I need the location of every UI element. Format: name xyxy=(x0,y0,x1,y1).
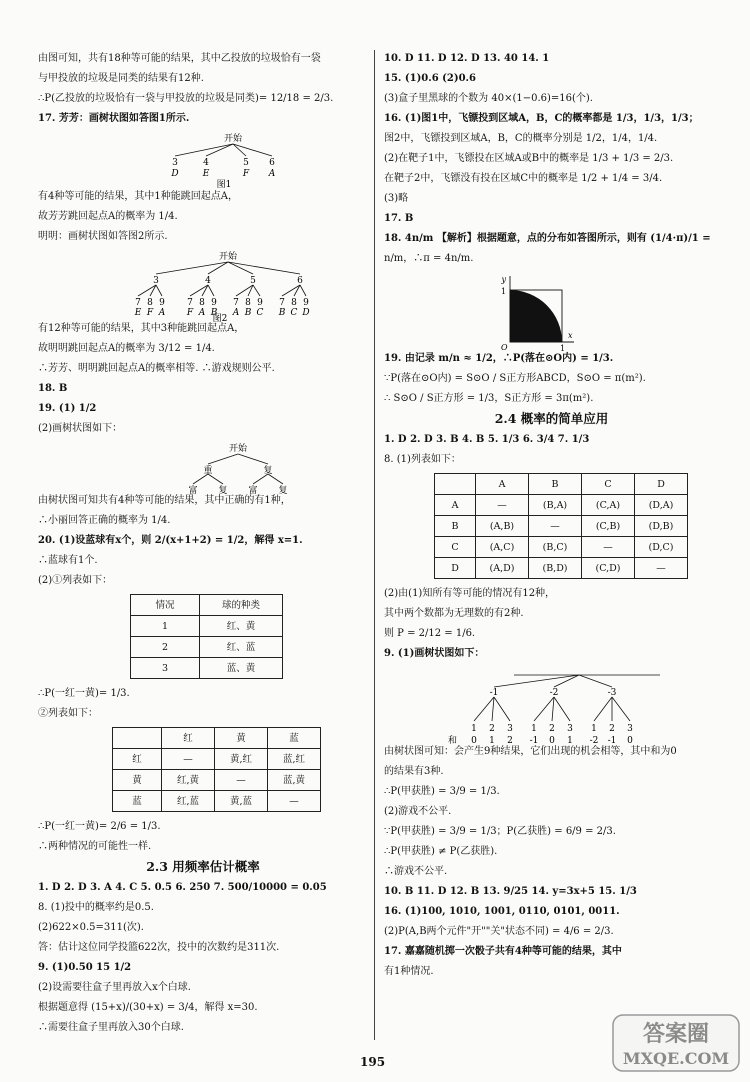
tree-leaf: 1 xyxy=(591,724,597,734)
answer-line: 16. (1)图1中，飞镖投到区域A，B，C的概率都是 1/3，1/3，1/3； xyxy=(384,113,699,124)
tree-leaf: E xyxy=(134,308,142,318)
text-line: (2)①列表如下： xyxy=(38,575,113,586)
table-cell: 红 xyxy=(113,749,162,770)
table-cell: — xyxy=(529,516,582,537)
text-line: 其中两个数都为无理数的有2种. xyxy=(384,608,524,619)
section-heading-2-3: 2.3 用频率估计概率 xyxy=(146,859,260,874)
text-line: ∴P(一红一黄)= 2/6 = 1/3. xyxy=(38,821,161,832)
tree-node: 8 xyxy=(147,298,153,308)
tree-leaf: B xyxy=(210,308,218,318)
tree-node: 5 xyxy=(243,158,249,168)
table-cell: 3 xyxy=(131,658,200,679)
tree-node: -3 xyxy=(607,688,617,698)
tree-node: 重 xyxy=(203,466,213,476)
table-cell: 黄,蓝 xyxy=(215,791,268,812)
text-line: ∴P(甲获胜) = 3/9 = 1/3. xyxy=(384,786,500,797)
table-header: A xyxy=(476,474,529,495)
tree-node: 4 xyxy=(203,158,209,168)
tree-diagram-2 xyxy=(38,250,368,322)
tree-node: 9 xyxy=(303,298,309,308)
text-line: n/m，∴π = 4n/m. xyxy=(384,253,474,264)
answer-line: 15. (1)0.6 (2)0.6 xyxy=(384,73,476,84)
tree-leaf: C xyxy=(290,308,298,318)
text-line: 则 P = 2/12 = 1/6. xyxy=(384,628,476,639)
text-line: (2)设需要往盒子里再放入x个白球. xyxy=(38,982,191,993)
tree-leaf: A xyxy=(158,308,166,318)
table-cell: 红,蓝 xyxy=(162,791,215,812)
page-number: 195 xyxy=(360,1055,386,1069)
text-line: ∴P(甲获胜) ≠ P(乙获胜). xyxy=(384,846,498,857)
question-17-line: 17. 芳芳：画树状图如答图1所示. xyxy=(38,113,190,124)
question-20-line: 20. (1)设蓝球有x个，则 2/(x+1+2) = 1/2，解得 x=1. xyxy=(38,535,303,546)
answer-line: 10. D 11. D 12. D 13. 40 14. 1 xyxy=(384,53,550,64)
tree-node: 3 xyxy=(172,158,178,168)
tree-diagram-3 xyxy=(38,442,368,494)
tree-node: 7 xyxy=(233,298,239,308)
table-header: 黄 xyxy=(215,728,268,749)
text-line: 由树状图可知：会产生9种结果，它们出现的机会相等，其中和为0 xyxy=(384,746,677,757)
text-line: 8. (1)列表如下： xyxy=(384,454,461,465)
text-line: 有4种等可能的结果，其中1种能跳回起点A， xyxy=(38,191,238,202)
tree-leaf: 1 xyxy=(531,724,537,734)
table-cell: 红、黄 xyxy=(200,616,283,637)
text-line: ∵P(落在⊙O内) = S⊙O / S正方形ABCD，S⊙O = π(m²). xyxy=(384,373,646,384)
table-header: B xyxy=(529,474,582,495)
tree-leaf: D xyxy=(171,169,179,179)
tree-leaf: B xyxy=(244,308,252,318)
tree-leaf: 1 xyxy=(471,724,477,734)
table-cell: 蓝、黄 xyxy=(200,658,283,679)
tree-leaf: A xyxy=(232,308,240,318)
tree-leaf: 2 xyxy=(489,724,495,734)
text-line: ∴蓝球有1个. xyxy=(38,555,98,566)
tree-node: 7 xyxy=(279,298,285,308)
watermark-logo xyxy=(612,1014,740,1072)
table-cell: D xyxy=(435,558,476,579)
text-line: (3)略 xyxy=(384,193,409,204)
tree-root: 开始 xyxy=(218,252,238,262)
text-line: 图2中，飞镖投到区域A，B，C的概率分别是 1/2，1/4，1/4. xyxy=(384,133,658,144)
answer-line: 17. 嘉嘉随机掷一次骰子共有4种等可能的结果，其中 xyxy=(384,946,622,957)
tree-node: 6 xyxy=(297,276,303,286)
table-cell: 1 xyxy=(131,616,200,637)
table-cell: 蓝,黄 xyxy=(268,770,321,791)
table-cell: B xyxy=(435,516,476,537)
text-line: ∴P(一红一黄)= 1/3. xyxy=(38,688,130,699)
table-header xyxy=(113,728,162,749)
tree-node: 4 xyxy=(205,276,211,286)
text-line: 由图可知，共有18种等可能的结果，其中乙投放的垃圾恰有一袋 xyxy=(38,53,321,64)
answer-line: 9. (1)0.50 15 1/2 xyxy=(38,962,132,973)
text-line: (2)游戏不公平. xyxy=(384,806,452,817)
tree-leaf: A xyxy=(198,308,206,318)
tree-node: 8 xyxy=(199,298,205,308)
table-cell: 蓝,红 xyxy=(268,749,321,770)
text-line: (2)画树状图如下： xyxy=(38,423,123,434)
pair-table xyxy=(434,473,688,579)
answer-line: 10. B 11. D 12. B 13. 9/25 14. y=3x+5 15. 1/3 xyxy=(384,886,637,897)
table-cell: 红,黄 xyxy=(162,770,215,791)
tree-leaf: 2 xyxy=(549,724,555,734)
tree-leaf: D xyxy=(302,308,310,318)
tree-leaf: 复 xyxy=(218,486,228,494)
tree-node: -2 xyxy=(549,688,559,698)
text-line: ∴芳芳、明明跳回起点A的概率相等. ∴游戏规则公平. xyxy=(38,363,275,374)
text-line: 与甲投放的垃圾是同类的结果有12种. xyxy=(38,73,204,84)
text-line: 故芳芳跳回起点A的概率为 1/4. xyxy=(38,211,178,222)
sum-value: -1 xyxy=(529,736,539,745)
tree-leaf: E xyxy=(202,169,210,179)
tree-leaf: F xyxy=(186,308,194,318)
table-cell: — xyxy=(215,770,268,791)
text-line: 根据题意得 (15+x)/(30+x) = 3/4，解得 x=30. xyxy=(38,1002,258,1013)
table-cell: (A,C) xyxy=(476,537,529,558)
table-cell: (C,A) xyxy=(582,495,635,516)
tree-node: 7 xyxy=(187,298,193,308)
table-cell: (A,D) xyxy=(476,558,529,579)
table-cell: 黄,红 xyxy=(215,749,268,770)
table-cell: 黄 xyxy=(113,770,162,791)
quarter-circle-region xyxy=(510,290,562,342)
tree-node: 9 xyxy=(159,298,165,308)
table-cell: (D,C) xyxy=(635,537,688,558)
tick-label: 1 xyxy=(501,287,507,296)
sum-value: 2 xyxy=(507,736,513,745)
tree-root: 开始 xyxy=(228,444,248,454)
tree-node: -1 xyxy=(489,688,499,698)
tree-leaf: 富 xyxy=(188,486,198,494)
table-cell: (C,B) xyxy=(582,516,635,537)
tree-leaf: B xyxy=(278,308,286,318)
x-axis-label: x xyxy=(568,331,573,340)
answer-line: 19. 由记录 m/n ≈ 1/2，∴P(落在⊙O内) = 1/3. xyxy=(384,353,614,364)
tree-leaf: 2 xyxy=(609,724,615,734)
text-line: 明明：画树状图如答图2所示. xyxy=(38,231,168,242)
origin-label: O xyxy=(501,343,508,352)
table-cell: (D,A) xyxy=(635,495,688,516)
sum-value: 0 xyxy=(471,736,477,745)
text-line: (2)622×0.5=311(次). xyxy=(38,922,144,933)
tree-leaf: A xyxy=(268,169,276,179)
tree-root: 开始 xyxy=(223,134,243,144)
text-line: ∴小丽回答正确的概率为 1/4. xyxy=(38,515,171,526)
figure-caption: 图2 xyxy=(212,314,228,322)
tree-node: 6 xyxy=(269,158,275,168)
tree-node: 9 xyxy=(211,298,217,308)
text-line: (3)盒子里黑球的个数为 40×(1−0.6)=16(个). xyxy=(384,93,593,104)
tree-node: 8 xyxy=(245,298,251,308)
answer-line: 9. (1)画树状图如下： xyxy=(384,648,485,659)
text-line: 8. (1)投中的概率约是0.5. xyxy=(38,902,154,913)
table-header: 球的种类 xyxy=(200,595,283,616)
table-header: C xyxy=(582,474,635,495)
table-cell: 蓝 xyxy=(113,791,162,812)
column-divider xyxy=(374,50,375,1040)
table-cell: — xyxy=(162,749,215,770)
quarter-circle-graph xyxy=(384,272,719,352)
tree-node: 复 xyxy=(263,466,273,476)
tree-leaf: 复 xyxy=(278,486,288,494)
table-cell: C xyxy=(435,537,476,558)
table-cell: (D,B) xyxy=(635,516,688,537)
answer-line: 18. B xyxy=(38,383,68,394)
table-cell: 2 xyxy=(131,637,200,658)
y-axis-label: y xyxy=(501,275,506,284)
tree-node: 8 xyxy=(291,298,297,308)
tree-node: 3 xyxy=(153,276,159,286)
table-header: D xyxy=(635,474,688,495)
table-cell: (B,D) xyxy=(529,558,582,579)
sum-value: 1 xyxy=(567,736,573,745)
sum-value: 1 xyxy=(489,736,495,745)
text-line: 有1种情况. xyxy=(384,966,434,977)
text-line: 答：估计这位同学投篮622次，投中的次数约是311次. xyxy=(38,942,280,953)
color-pair-table xyxy=(112,727,321,812)
answer-line: 18. 4n/m 【解析】根据题意，点的分布如答图所示，则有 (1/4·π)/1 = xyxy=(384,233,711,244)
figure-caption: 图1 xyxy=(216,180,232,190)
tick-label: 1 xyxy=(560,344,566,352)
text-line: 有12种等可能的结果，其中3种能跳回起点A， xyxy=(38,323,245,334)
text-line: 故明明跳回起点A的概率为 3/12 = 1/4. xyxy=(38,343,215,354)
table-cell: — xyxy=(582,537,635,558)
left-column xyxy=(38,52,368,1041)
tree-diagram-4 xyxy=(384,667,719,745)
tree-leaf: 3 xyxy=(567,724,573,734)
tree-leaf: 富 xyxy=(248,486,258,494)
text-line: ∴游戏不公平. xyxy=(384,866,448,877)
sum-value: 0 xyxy=(627,736,633,745)
tree-leaf: C xyxy=(256,308,264,318)
sum-value: -2 xyxy=(589,736,599,745)
table-cell: A xyxy=(435,495,476,516)
text-line: ②列表如下： xyxy=(38,708,98,719)
tree-diagram-1 xyxy=(38,132,368,190)
table-header: 蓝 xyxy=(268,728,321,749)
tree-node: 9 xyxy=(257,298,263,308)
sum-value: 0 xyxy=(549,736,555,745)
text-line: ∵P(甲获胜) = 3/9 = 1/3；P(乙获胜) = 6/9 = 2/3. xyxy=(384,826,616,837)
answer-line: 17. B xyxy=(384,213,414,224)
text-line: ∴ S⊙O / S正方形 = 1/3，S正方形 = 3π(m²). xyxy=(384,393,594,404)
table-cell: (A,B) xyxy=(476,516,529,537)
text-line: ∴P(乙投放的垃圾恰有一袋与甲投放的垃圾是同类)= 12/18 = 2/3. xyxy=(38,93,334,104)
text-line: ∴需要往盒子里再放入30个白球. xyxy=(38,1022,184,1033)
tree-node: 5 xyxy=(250,276,256,286)
text-line: 在靶子2中，飞镖没有投在区域C中的概率是 1/2 + 1/4 = 3/4. xyxy=(384,173,663,184)
table-cell: 红、蓝 xyxy=(200,637,283,658)
answer-line: 19. (1) 1/2 xyxy=(38,403,97,414)
table-cell: (C,D) xyxy=(582,558,635,579)
table-header: 红 xyxy=(162,728,215,749)
watermark-url: MXQE.COM xyxy=(622,1049,730,1068)
text-line: 由树状图可知共有4种等可能的结果，其中正确的有1种， xyxy=(38,495,291,506)
tree-leaf: 3 xyxy=(627,724,633,734)
sum-label: 和 xyxy=(448,736,458,745)
text-line: (2)由(1)知所有等可能的情况有12种， xyxy=(384,588,556,599)
watermark-text: 答案圈 xyxy=(642,1021,710,1047)
tree-leaf: 3 xyxy=(507,724,513,734)
table-header: 情况 xyxy=(131,595,200,616)
table-cell: (B,A) xyxy=(529,495,582,516)
answer-line: 16. (1)100, 1010, 1001, 0110, 0101, 0011. xyxy=(384,906,620,917)
answer-line: 1. D 2. D 3. A 4. C 5. 0.5 6. 250 7. 500/10000 = 0.05 xyxy=(38,882,327,893)
text-line: ∴两种情况的可能性一样. xyxy=(38,841,152,852)
table-header xyxy=(435,474,476,495)
right-column xyxy=(384,52,719,985)
tree-leaf: F xyxy=(242,169,250,179)
section-heading-2-4: 2.4 概率的简单应用 xyxy=(494,411,609,426)
text-line: (2)在靶子1中，飞镖投在区域A或B中的概率是 1/3 + 1/3 = 2/3. xyxy=(384,153,674,164)
text-line: (2)P(A,B两个元件"开""关"状态不同) = 4/6 = 2/3. xyxy=(384,926,614,937)
table-cell: — xyxy=(268,791,321,812)
tree-leaf: F xyxy=(146,308,154,318)
ball-type-table xyxy=(130,594,283,679)
tree-node: 7 xyxy=(135,298,141,308)
text-line: 的结果有3种. xyxy=(384,766,444,777)
answer-line: 1. D 2. D 3. B 4. B 5. 1/3 6. 3/4 7. 1/3 xyxy=(384,434,590,445)
table-cell: — xyxy=(635,558,688,579)
table-cell: — xyxy=(476,495,529,516)
table-cell: (B,C) xyxy=(529,537,582,558)
sum-value: -1 xyxy=(607,736,617,745)
